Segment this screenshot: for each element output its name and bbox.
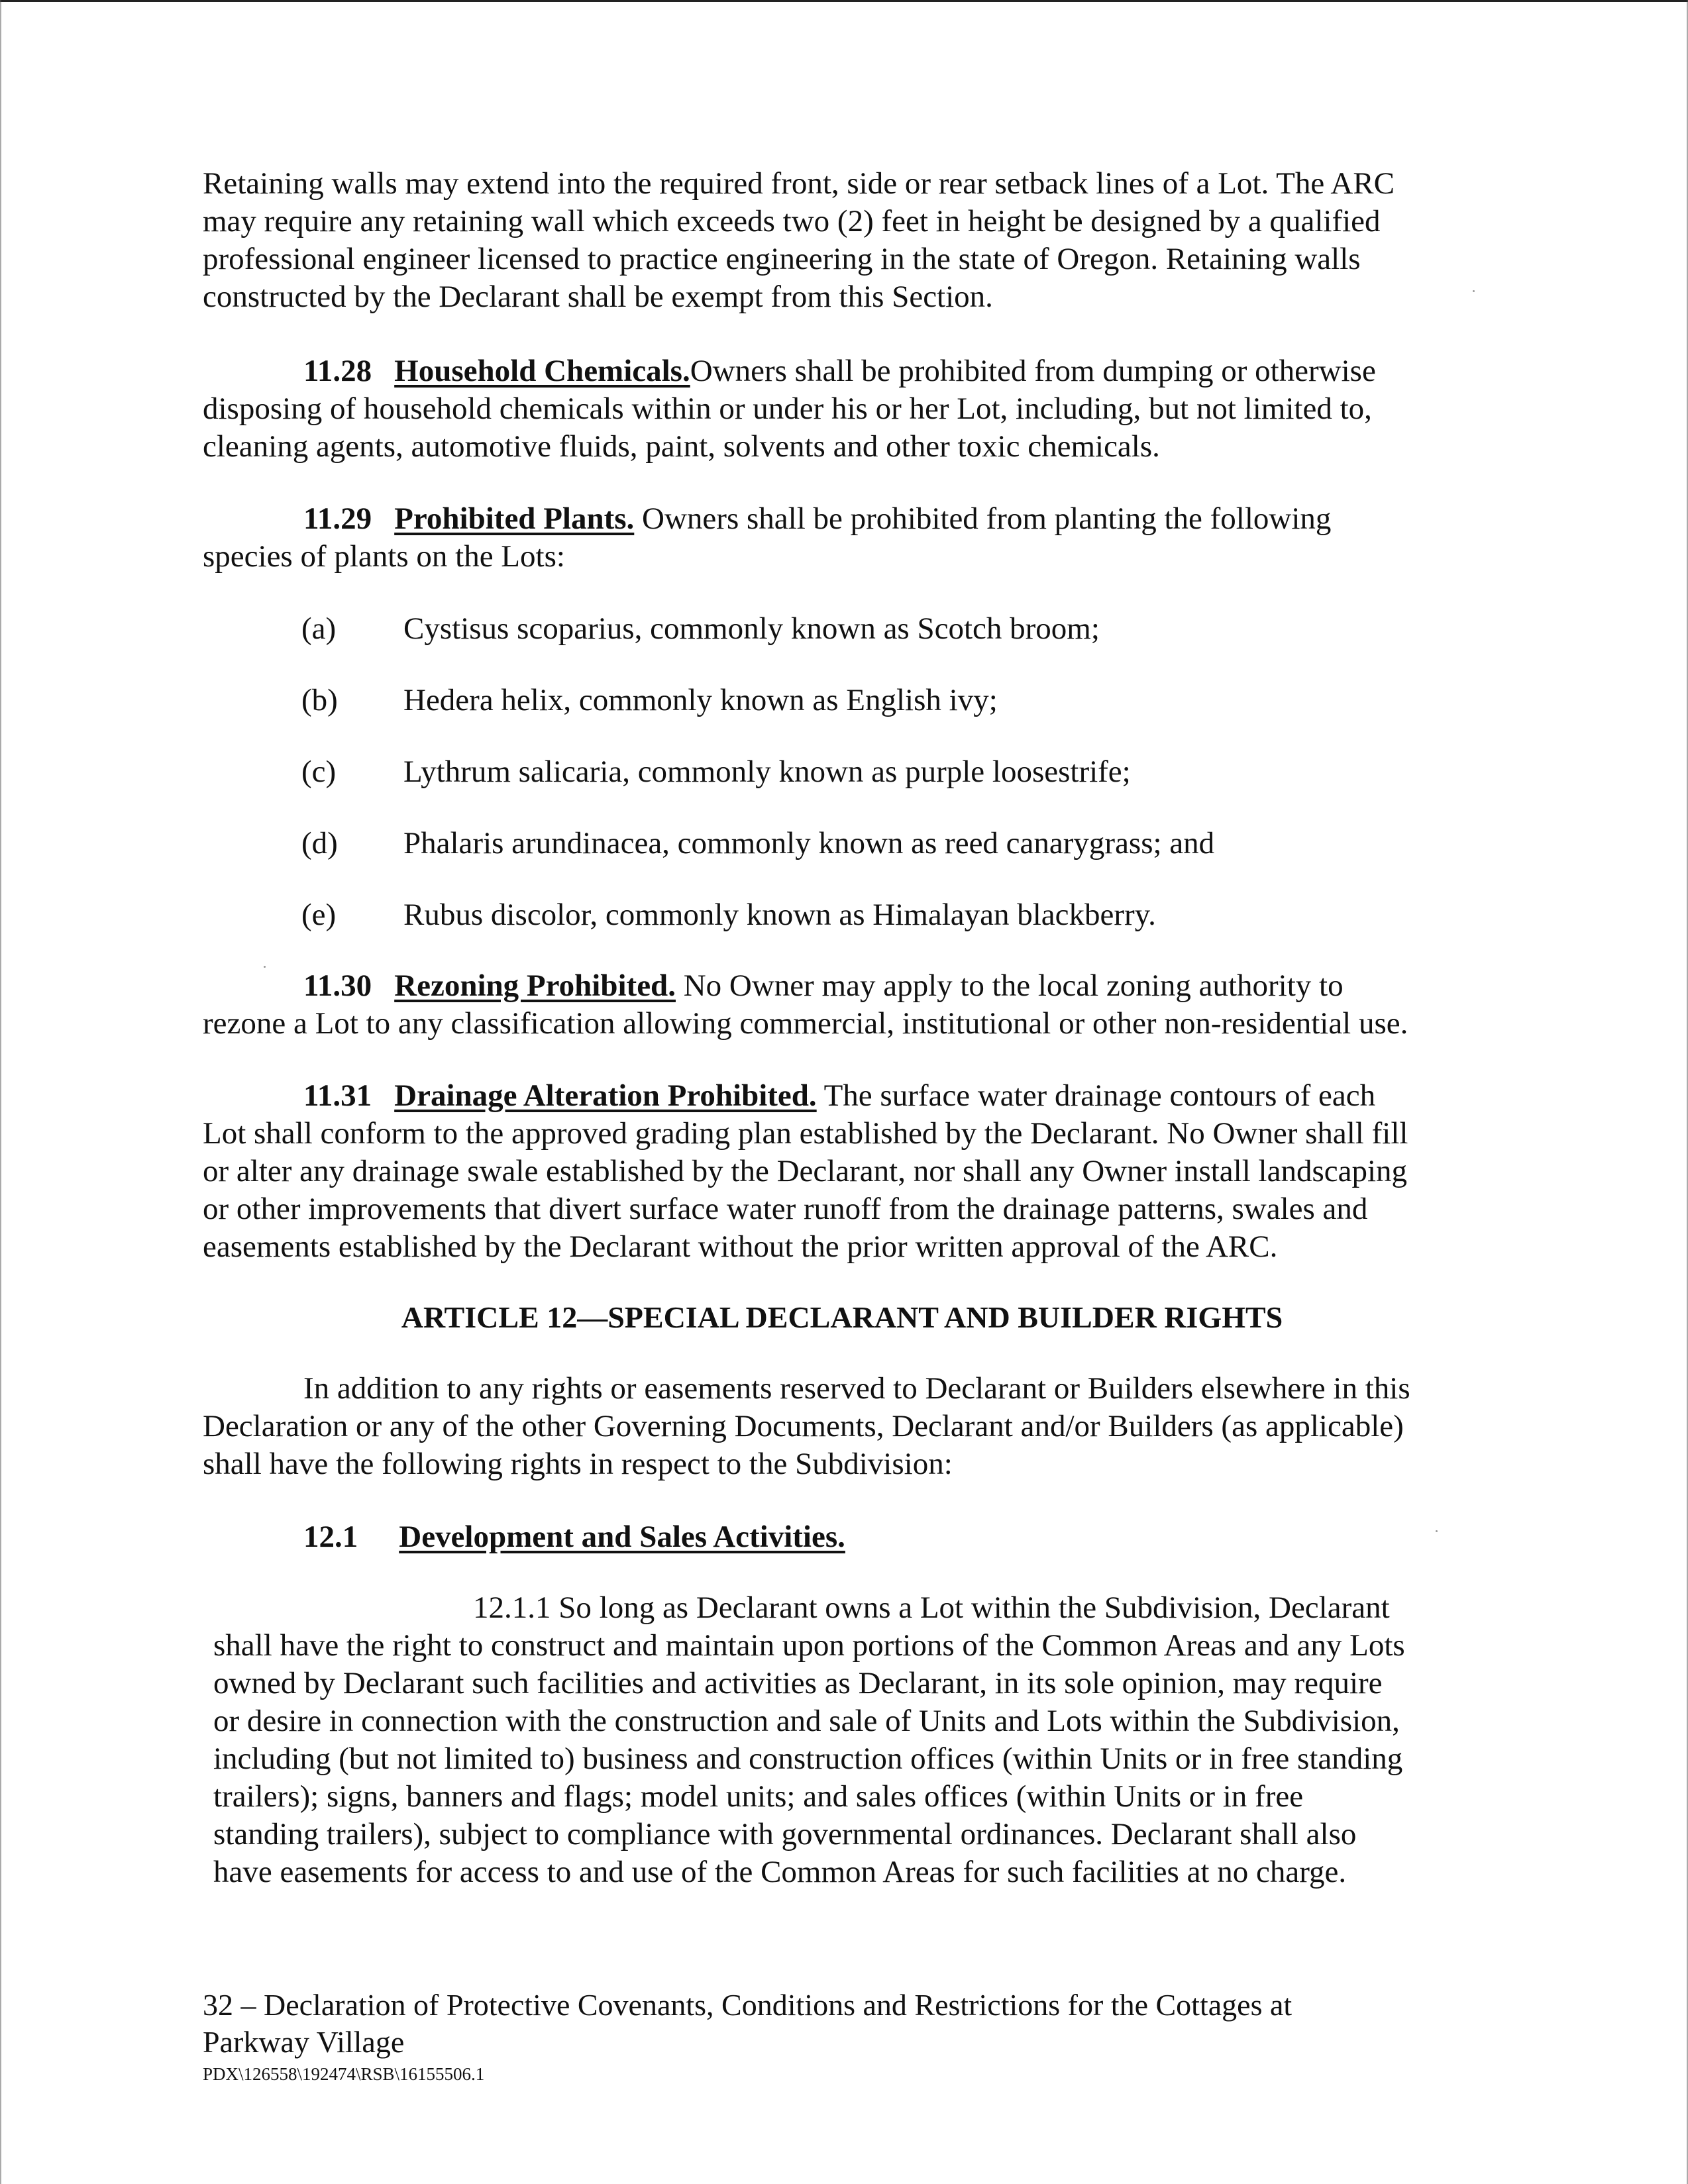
text-line: 12.1.1 So long as Declarant owns a Lot within the Subdivision, Declarant [473, 1590, 1390, 1625]
text-line: shall have the following rights in respect to the Subdivision: [203, 1447, 953, 1481]
scan-top-border [0, 0, 1688, 2]
text-line: including (but not limited to) business and construction offices (within Units or in free standing [213, 1742, 1403, 1776]
footer-title-line: 32 – Declaration of Protective Covenants, Conditions and Restrictions for the Cottages at [203, 1988, 1292, 2022]
section-title: Development and Sales Activities. [399, 1520, 845, 1554]
text-line: rezone a Lot to any classification allowing commercial, institutional or other non-residential use. [203, 1006, 1408, 1041]
text-line: or other improvements that divert surface water runoff from the drainage patterns, swales and [203, 1192, 1368, 1226]
text-line: trailers); signs, banners and flags; model units; and sales offices (within Units or in free [213, 1779, 1304, 1814]
retaining-walls-paragraph [203, 165, 1481, 316]
list-item-text: Phalaris arundinacea, commonly known as reed canarygrass; and [403, 826, 1215, 860]
text-line: professional engineer licensed to practice engineering in the state of Oregon. Retaining walls [203, 242, 1361, 276]
section-11-29 [203, 500, 1481, 576]
section-first-line [203, 500, 1481, 538]
text-line: standing trailers), subject to compliance with governmental ordinances. Declarant shall also [213, 1817, 1357, 1851]
text-line: have easements for access to and use of the Common Areas for such facilities at no charge. [213, 1855, 1347, 1889]
text-line: or desire in connection with the construction and sale of Units and Lots within the Subdivision, [213, 1704, 1400, 1738]
footer-document-code: PDX\126558\192474\RSB\16155506.1 [203, 2064, 485, 2084]
section-11-30 [203, 967, 1481, 1043]
section-title: Rezoning Prohibited. [394, 968, 676, 1003]
section-first-line [203, 1077, 1481, 1115]
text-line: Retaining walls may extend into the required front, side or rear setback lines of a Lot. The ARC [203, 166, 1395, 201]
section-12-1 [203, 1518, 1481, 1556]
text-line: owned by Declarant such facilities and activities as Declarant, in its sole opinion, may require [213, 1666, 1383, 1700]
section-first-line [203, 967, 1481, 1005]
section-11-28 [203, 352, 1481, 466]
list-item-letter: (b) [301, 683, 338, 717]
footer-title-line: Parkway Village [203, 2025, 405, 2059]
text-line: species of plants on the Lots: [203, 539, 565, 574]
section-first-line [203, 1518, 1481, 1556]
text-line: constructed by the Declarant shall be exempt from this Section. [203, 280, 993, 314]
section-number: 11.30 [303, 968, 372, 1003]
section-number: 11.28 [303, 354, 372, 388]
list-item-letter: (e) [301, 898, 337, 932]
section-number: 11.31 [303, 1078, 372, 1113]
text-line: may require any retaining wall which exceeds two (2) feet in height be designed by a qualified [203, 204, 1381, 238]
list-item-text: Rubus discolor, commonly known as Himalayan blackberry. [403, 898, 1156, 932]
scan-speck [264, 966, 266, 968]
section-number: 12.1 [303, 1520, 358, 1554]
list-item-text: Cystisus scoparius, commonly known as Scotch broom; [403, 611, 1100, 646]
list-item-letter: (d) [301, 826, 338, 860]
section-title: Drainage Alteration Prohibited. [394, 1078, 817, 1113]
section-12-1-1 [213, 1589, 1492, 1891]
article-12-intro [203, 1370, 1481, 1483]
list-item-letter: (a) [301, 611, 337, 646]
section-title: Prohibited Plants. [394, 501, 635, 536]
section-11-31 [203, 1077, 1481, 1266]
text-line: or alter any drainage swale established by the Declarant, nor shall any Owner install landscaping [203, 1154, 1408, 1188]
list-item-letter: (c) [301, 754, 337, 789]
scan-left-edge [0, 0, 1, 2184]
section-first-line [203, 352, 1481, 390]
section-first-line-text: Owners shall be prohibited from planting the following [634, 501, 1332, 536]
text-line: Lot shall conform to the approved grading plan established by the Declarant. No Owner shall fill [203, 1116, 1408, 1151]
text-line: shall have the right to construct and maintain upon portions of the Common Areas and any Lots [213, 1628, 1405, 1663]
article-12-heading: ARTICLE 12—SPECIAL DECLARANT AND BUILDER RIGHTS [401, 1300, 1283, 1334]
text-line: Declaration or any of the other Governing Documents, Declarant and/or Builders (as applicable) [203, 1409, 1404, 1443]
section-title: Household Chemicals. [394, 354, 690, 388]
text-line: In addition to any rights or easements reserved to Declarant or Builders elsewhere in this [303, 1371, 1410, 1406]
text-line: cleaning agents, automotive fluids, paint, solvents and other toxic chemicals. [203, 429, 1160, 464]
section-first-line-text: No Owner may apply to the local zoning authority to [675, 968, 1344, 1003]
list-item-text: Hedera helix, commonly known as English ivy; [403, 683, 998, 717]
list-item-text: Lythrum salicaria, commonly known as purple loosestrife; [403, 754, 1131, 789]
text-line: disposing of household chemicals within or under his or her Lot, including, but not limited to, [203, 391, 1372, 426]
section-number: 11.29 [303, 501, 372, 536]
scan-speck [1436, 1530, 1438, 1532]
section-first-line-text: The surface water drainage contours of each [816, 1078, 1376, 1113]
text-line: easements established by the Declarant without the prior written approval of the ARC. [203, 1229, 1278, 1264]
section-first-line-text: Owners shall be prohibited from dumping or otherwise [690, 354, 1376, 388]
scan-speck [1473, 290, 1475, 292]
